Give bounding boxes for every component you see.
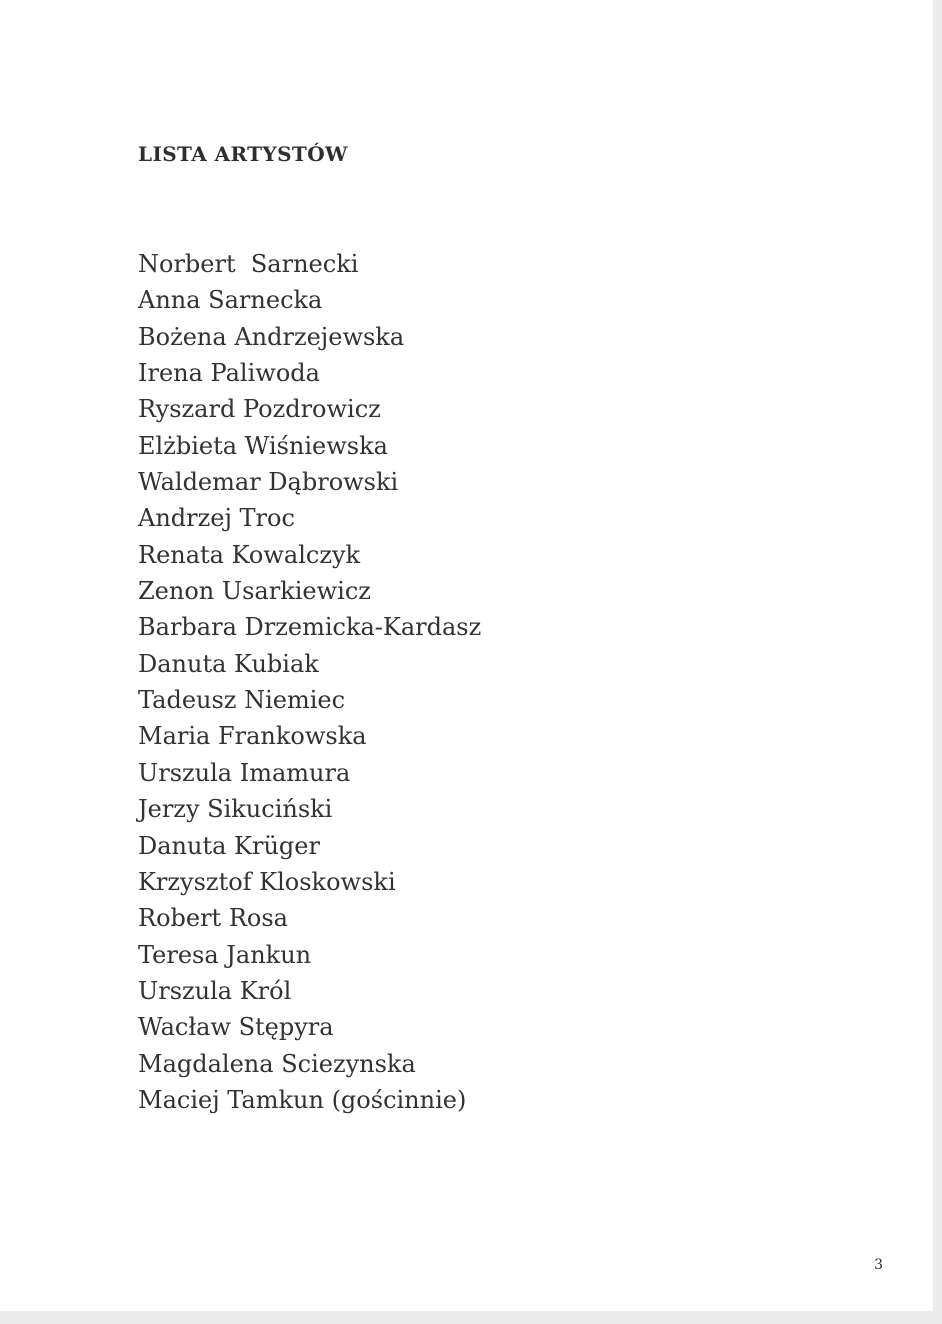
artist-name: Danuta Krüger xyxy=(138,831,320,860)
artist-name: Krzysztof Kloskowski xyxy=(138,867,396,896)
artist-name: Norbert Sarnecki xyxy=(138,250,359,278)
artist-name: Irena Paliwoda xyxy=(138,359,320,388)
artist-name: Jerzy Sikuciński xyxy=(138,795,333,824)
artist-name: Danuta Kubiak xyxy=(138,649,319,678)
artist-name: Andrzej Troc xyxy=(138,504,295,533)
artist-name: Maciej Tamkun (gościnnie) xyxy=(138,1085,467,1114)
artist-name: Bożena Andrzejewska xyxy=(138,322,405,351)
artist-name: Elżbieta Wiśniewska xyxy=(138,431,388,460)
artist-name: Maria Frankowska xyxy=(138,722,367,751)
page-number: 3 xyxy=(874,1257,883,1273)
artist-name: Teresa Jankun xyxy=(138,940,312,969)
artist-list xyxy=(138,246,758,1118)
artist-name: Tadeusz Niemiec xyxy=(138,686,346,715)
page-title: LISTA ARTYSTÓW xyxy=(138,142,348,166)
artist-name: Robert Rosa xyxy=(138,904,288,933)
artist-name: Zenon Usarkiewicz xyxy=(138,577,371,606)
artist-name: Ryszard Pozdrowicz xyxy=(138,395,381,424)
artist-name: Wacław Stępyra xyxy=(138,1013,334,1042)
artist-name: Urszula Król xyxy=(138,976,292,1005)
artist-name: Waldemar Dąbrowski xyxy=(138,468,399,497)
artist-name: Anna Sarnecka xyxy=(138,286,323,315)
artist-name: Magdalena Sciezynska xyxy=(138,1049,416,1078)
artist-name: Barbara Drzemicka-Kardasz xyxy=(138,613,482,642)
artist-name: Urszula Imamura xyxy=(138,758,351,787)
artist-name: Renata Kowalczyk xyxy=(138,540,361,569)
